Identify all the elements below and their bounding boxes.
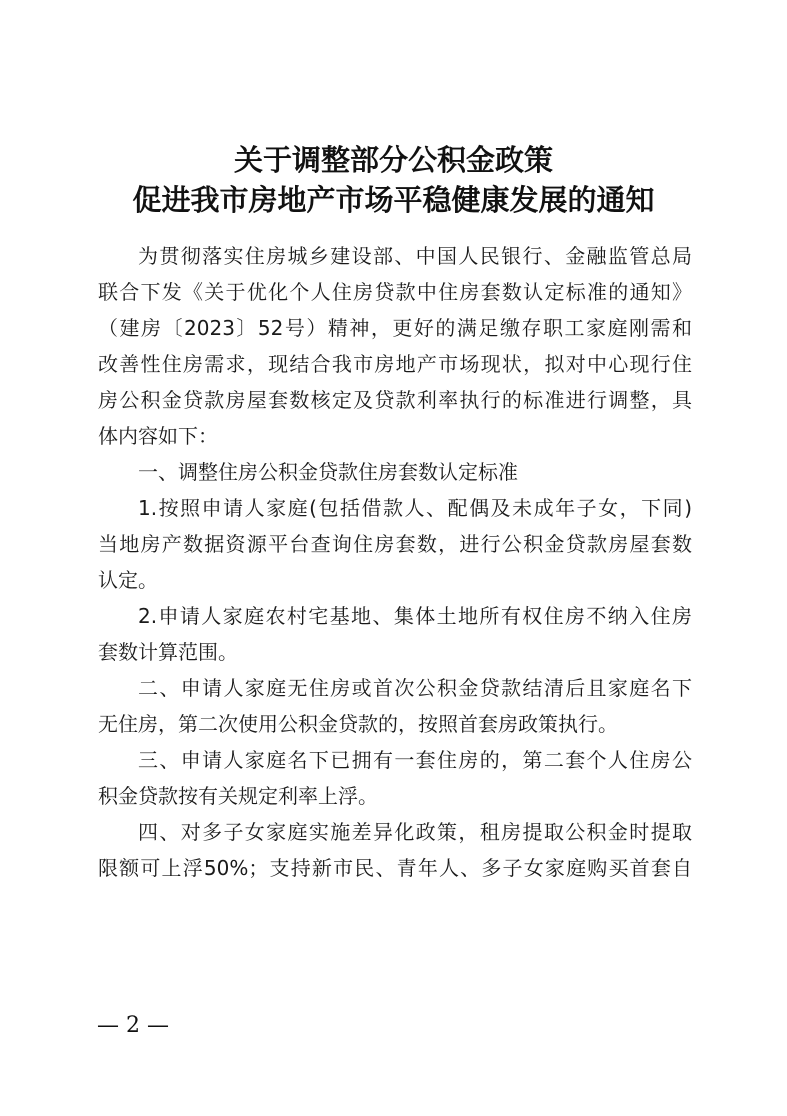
- body-line: 1.按照申请人家庭(包括借款人、配偶及未成年子女，下同): [138, 496, 692, 520]
- body-line: 无住房，第二次使用公积金贷款的，按照首套房政策执行。: [98, 712, 618, 736]
- body-line: 四、对多子女家庭实施差异化政策，租房提取公积金时提取: [138, 820, 692, 844]
- body-line: 限额可上浮50%；支持新市民、青年人、多子女家庭购买首套自: [98, 856, 692, 880]
- body-line: 认定。: [98, 568, 158, 592]
- body-line: 2.申请人家庭农村宅基地、集体土地所有权住房不纳入住房: [138, 604, 692, 628]
- body-line: 房公积金贷款房屋套数核定及贷款利率执行的标准进行调整，具: [98, 388, 692, 412]
- body-line: 联合下发《关于优化个人住房贷款中住房套数认定标准的通知》: [98, 280, 692, 304]
- page-number: — 2 —: [97, 1013, 169, 1038]
- body-line: （建房〔2023〕52号）精神，更好的满足缴存职工家庭刚需和: [98, 316, 692, 340]
- body-line: 套数计算范围。: [98, 640, 238, 664]
- body-line: 三、申请人家庭名下已拥有一套住房的，第二套个人住房公: [138, 748, 692, 772]
- body-line: 为贯彻落实住房城乡建设部、中国人民银行、金融监管总局: [138, 244, 692, 268]
- document-title-line-1: 关于调整部分公积金政策: [233, 143, 553, 177]
- document-body: [98, 238, 692, 886]
- body-line: 积金贷款按有关规定利率上浮。: [98, 784, 378, 808]
- body-line: 改善性住房需求，现结合我市房地产市场现状，拟对中心现行住: [98, 352, 692, 376]
- body-line: 二、申请人家庭无住房或首次公积金贷款结清后且家庭名下: [138, 676, 692, 700]
- body-line: 体内容如下：: [98, 424, 218, 448]
- body-line: 当地房产数据资源平台查询住房套数，进行公积金贷款房屋套数: [98, 532, 692, 556]
- document-title-line-2: 促进我市房地产市场平稳健康发展的通知: [132, 183, 655, 217]
- section-heading: 一、调整住房公积金贷款住房套数认定标准: [138, 460, 518, 484]
